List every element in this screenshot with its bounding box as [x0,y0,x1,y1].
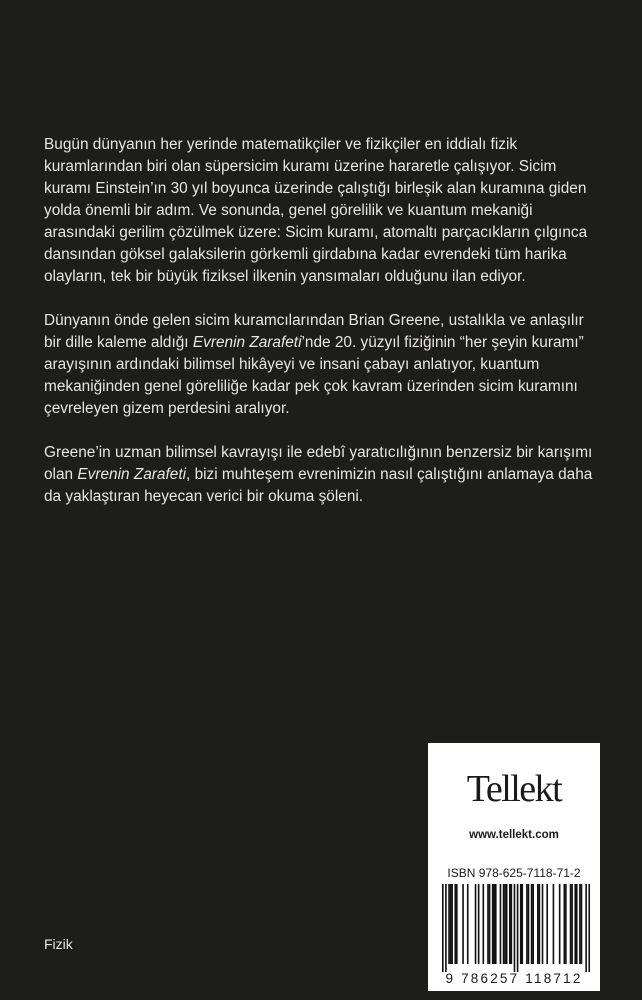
barcode-bar [570,884,572,964]
barcode-bar [514,884,516,972]
blurb-p2-text-a: Dünyanın önde gelen sicim kuramcılarından Brian Greene, ustalıkla ve anlaşılır bir dille kaleme aldığı [44,312,584,351]
barcode-bar [462,884,464,964]
barcode-bar [517,884,519,972]
barcode-bar [489,884,491,964]
publisher-barcode-panel [428,743,600,991]
barcode-bar [492,884,494,964]
blurb-paragraph-2 [44,310,604,420]
barcode-bar [442,884,444,972]
barcode-bar [581,884,583,964]
barcode-bar [546,884,548,964]
blurb-p2-text-b: ’nde 20. yüzyıl fiziğinin “her şeyin kuramı” arayışının ardındaki bilimsel hikâyeyi ve insani çabayı anlatıyor, kuantum mekaniğinden genel göreliliğe kadar pek çok kavram üzerinden sicim kuramını çevreleyen gizem perdesini aralıyor. [44,334,584,417]
barcode-bar [521,884,523,964]
publisher-logo: Tellekt [466,768,562,810]
book-title-italic: Evrenin Zarafeti [77,466,187,483]
barcode-bar [478,884,480,964]
barcode-bar [456,884,458,964]
barcode-bar [531,884,533,964]
blurb-p3-text-a: Greene’in uzman bilimsel kavrayışı ile edebî yaratıcılığının benzersiz bir karışımı olan [44,444,593,483]
barcode-bar [579,884,581,964]
barcode-bar [483,884,485,964]
barcode-image [442,884,590,972]
barcode-bar [500,884,502,964]
barcode-bar [542,884,544,964]
barcode-bar [588,884,590,972]
barcode-bar [495,884,497,964]
barcode-bar [532,884,534,964]
barcode-bar [475,884,477,964]
barcode-bar [553,884,555,964]
barcode-bar [503,884,505,964]
barcode-bar [539,884,541,964]
barcode-bar [509,884,511,964]
barcode-bar [585,884,587,972]
barcode-bar [571,884,573,964]
barcode-bar [504,884,506,964]
barcode-bar [467,884,469,964]
isbn-text: ISBN 978-625-7118-71-2 [447,866,581,880]
barcode-bar [526,884,528,964]
blurb-paragraph-1 [44,134,604,288]
barcode-bar [454,884,456,964]
barcode-bar [528,884,530,964]
blurb-paragraph-3 [44,442,604,508]
barcode-bar [487,884,489,964]
genre-label: Fizik [44,936,73,952]
barcode-bar [493,884,495,964]
barcode-bar [559,884,561,964]
ean-digits: 9 786257 118712 [445,971,583,986]
barcode-bar [520,884,522,964]
barcode-bar [511,884,513,964]
barcode-bar [565,884,567,964]
barcode-bar [537,884,539,964]
barcode-bar [448,884,450,964]
blurb-p3-text-b: , bizi muhteşem evrenimizin nasıl çalıştığını anlamaya daha da yaklaştıran heyecan verici bir okuma şöleni. [44,466,593,505]
barcode-bar [574,884,576,964]
barcode-bar [576,884,578,964]
barcode-bar [506,884,508,964]
blurb-p1-text: Bugün dünyanın her yerinde matematikçiler ve fizikçiler en iddialı fizik kuramlarından biri olan süpersicim kuramı üzerine hararetle çalışıyor. Sicim kuramı Einstein’ın 30 yıl boyunca üzerinde çalıştığı birleşik alan kuramına giden yolda önemli bir adım. Ve sonunda, genel görelilik ve kuantum mekaniği arasındaki gerilim çözülmek üzere: Sicim kuramı, atomaltı parçacıkların çılgınca dansından göksel galaksilerin görkemli girdabına kadar evrendeki tüm harika olayların, tek bir büyük fiziksel ilkenin yansımaları olduğunu ilan ediyor. [44,136,588,285]
publisher-url: www.tellekt.com [469,829,559,841]
barcode-bar [564,884,566,964]
back-cover-blurb [44,134,604,530]
book-title-italic: Evrenin Zarafeti [192,334,302,351]
barcode-bar [445,884,447,972]
barcode-bar [451,884,453,964]
barcode-bar [450,884,452,964]
